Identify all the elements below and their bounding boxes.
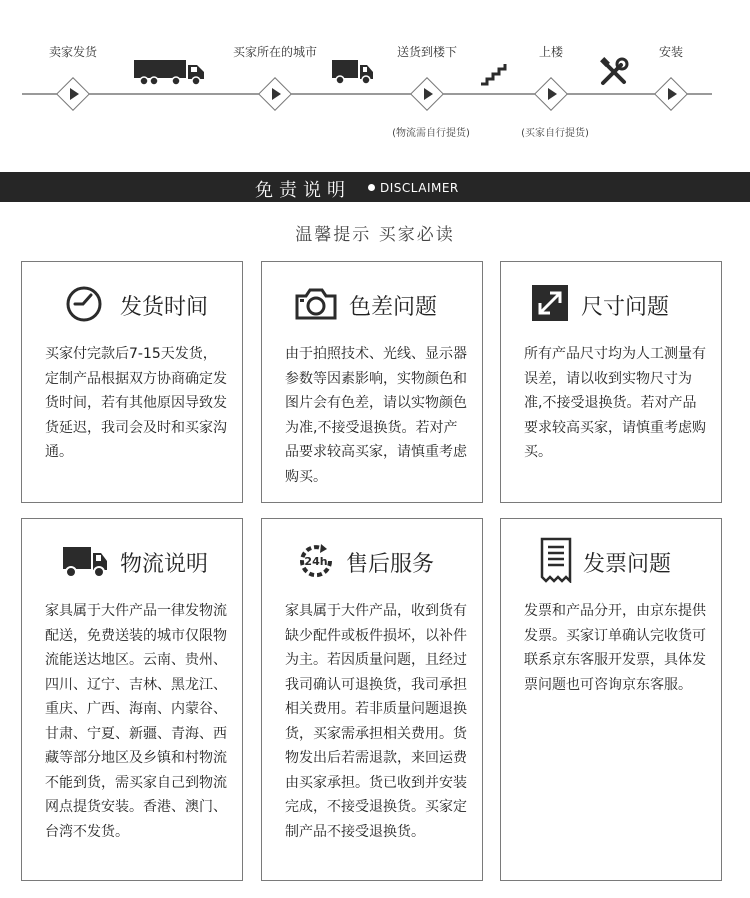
- step-marker: [534, 77, 568, 111]
- card-title: 售后服务: [346, 552, 435, 577]
- disclaimer-subtitle: DISCLAIMER: [380, 181, 459, 195]
- step-label-upstairs: 上楼: [538, 45, 564, 59]
- step-label-install: 安装: [658, 45, 684, 59]
- stairs-icon: [479, 62, 509, 90]
- receipt-icon: [539, 541, 579, 581]
- card-shipping-time: [21, 261, 243, 503]
- card-body: 买家付完款后7-15天发货，定制产品根据双方协商确定发货时间，若有其他原因导致发货延迟，我司会及时和买家沟通。: [45, 346, 227, 460]
- card-title: 发票问题: [583, 552, 672, 577]
- card-title: 发货时间: [120, 295, 209, 320]
- truck-icon: [134, 60, 206, 90]
- 24h-service-icon: [296, 541, 336, 581]
- bullet-dot: [368, 184, 375, 191]
- camera-icon: [294, 284, 334, 324]
- clock-icon: [64, 284, 104, 324]
- disclaimer-banner: [0, 172, 750, 202]
- card-body: 家具属于大件产品一律发物流配送，免费送装的城市仅限物流能送达地区。云南、贵州、四川、辽宁、吉林、黑龙江、重庆、广西、海南、内蒙谷、甘肃、宁夏、新疆、青海、西藏等部分地区及乡镇和村物流不能到货，需买家自己到物流网点提货安装。香港、澳门、台湾不发货。: [45, 603, 227, 840]
- step-marker: [410, 77, 444, 111]
- disclaimer-title: 免责说明: [255, 180, 351, 201]
- step-note-logistics-pickup: (物流需自行提货): [392, 128, 470, 139]
- card-after-sales: [261, 518, 483, 881]
- card-title: 色差问题: [349, 295, 438, 320]
- card-logistics: [21, 518, 243, 881]
- delivery-truck-icon: [332, 58, 374, 90]
- card-size-issue: [500, 261, 722, 503]
- resize-arrow-icon: [531, 284, 571, 324]
- step-label-seller-ship: 卖家发货: [48, 45, 98, 59]
- svg-text:24h: 24h: [304, 555, 328, 568]
- step-marker: [654, 77, 688, 111]
- step-label-buyer-city: 买家所在的城市: [232, 45, 318, 59]
- tools-icon: [599, 57, 629, 91]
- card-body: 家具属于大件产品，收到货有缺少配件或板件损坏，以补件为主。若因质量问题，且经过我司确认可退换货，我司承担相关费用。若非质量问题退换货，买家需承担相关费用。货物发出后若需退款，来回运费由买家承担。货已收到并安装完成，不接受退换货。买家定制产品不接受退换货。: [285, 603, 467, 840]
- truck-icon: [62, 541, 108, 581]
- card-color-difference: [261, 261, 483, 503]
- card-title: 物流说明: [120, 552, 209, 577]
- step-marker: [56, 77, 90, 111]
- step-label-downstairs: 送货到楼下: [396, 45, 458, 59]
- timeline-line: [22, 93, 712, 95]
- notice-heading: 温馨提示 买家必读: [295, 225, 455, 245]
- card-body: 由于拍照技术、光线、显示器参数等因素影响，实物颜色和图片会有色差，请以实物颜色为准,不接受退换货。若对产品要求较高买家，请慎重考虑购买。: [285, 346, 467, 485]
- step-note-buyer-pickup: (买家自行提货): [521, 128, 589, 139]
- card-body: 所有产品尺寸均为人工测量有误差，请以收到实物尺寸为准,不接受退换货。若对产品要求较高买家，请慎重考虑购买。: [524, 346, 706, 460]
- step-marker: [258, 77, 292, 111]
- card-body: 发票和产品分开，由京东提供发票。买家订单确认完收货可联系京东客服开发票，具体发票问题也可咨询京东客服。: [524, 603, 706, 693]
- card-invoice: [500, 518, 722, 881]
- card-title: 尺寸问题: [581, 295, 670, 320]
